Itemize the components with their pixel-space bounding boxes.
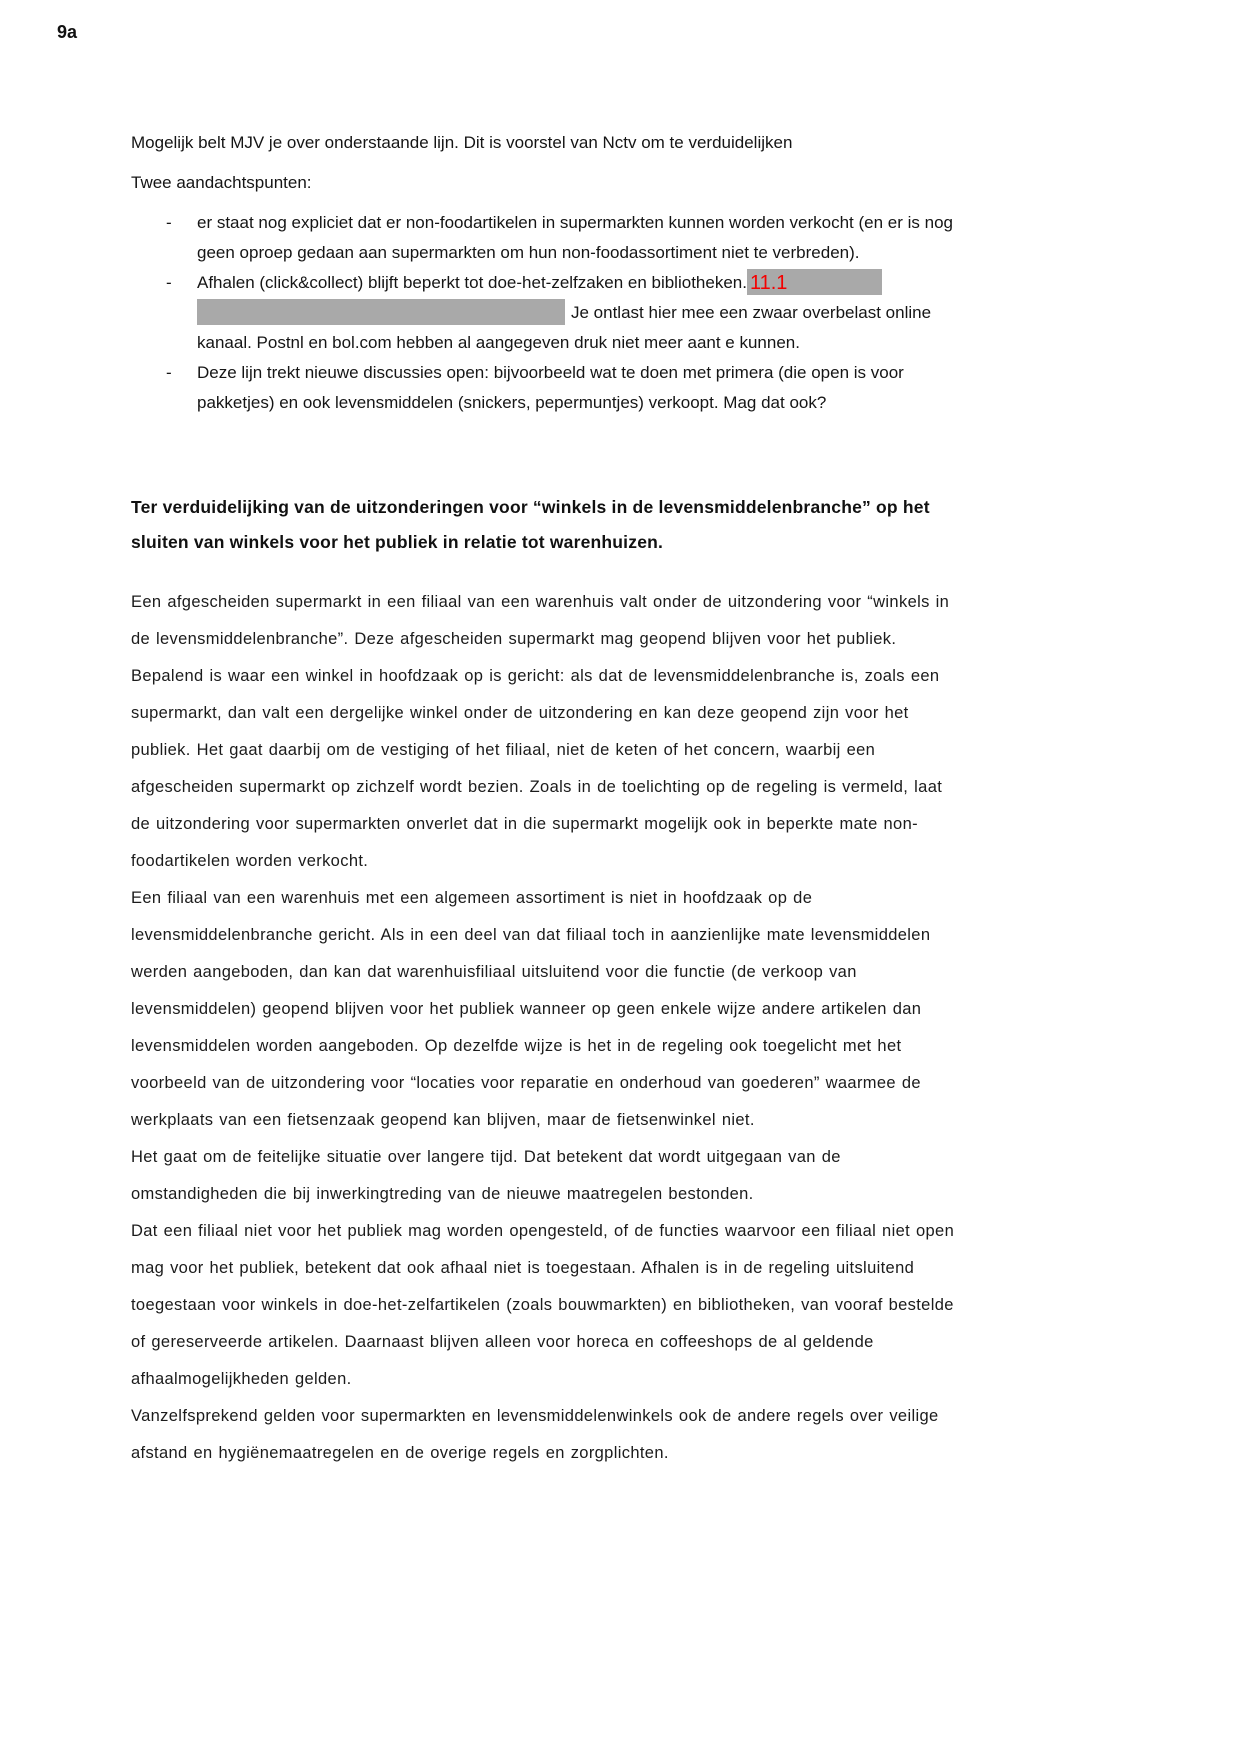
list-item <box>166 208 964 268</box>
bullet-text-discussies: Deze lijn trekt nieuwe discussies open: bijvoorbeeld wat te doen met primera (die open is voor pakketjes) en ook levensmiddelen (snickers, pepermuntjes) verkoopt. Mag dat ook? <box>197 363 904 412</box>
bullet-marker: - <box>166 213 172 232</box>
bullet-marker: - <box>166 273 172 292</box>
list-item <box>166 268 964 358</box>
bullet-text-afhalen <box>197 268 964 358</box>
intro-paragraph: Mogelijk belt MJV je over onderstaande lijn. Dit is voorstel van Nctv om te verduidelijken <box>131 133 793 152</box>
body-paragraph-overige-regels: Vanzelfsprekend gelden voor supermarkten en levensmiddelenwinkels ook de andere regels over veilige afstand en hygiënemaatregelen en de overige regels en zorgplichten. <box>131 1407 939 1462</box>
redaction-code-label: 11.1 <box>749 271 788 294</box>
redaction-bar <box>747 269 882 295</box>
body-paragraph-afhaal-regels: Dat een filiaal niet voor het publiek mag worden opengesteld, of de functies waarvoor een filiaal niet open mag voor het publiek, betekent dat ook afhaal niet is toegestaan. Afhalen is in de regeling uitsluitend toegestaan voor winkels in doe-het-zelfartikelen (zoals bouwmarkten) en bibliotheken, van vooraf bestelde of gereserveerde artikelen. Daarnaast blijven alleen voor horeca en coffeeshops de al geldende afhaalmogelijkheden gelden. <box>131 1222 955 1388</box>
redaction-bar <box>197 299 565 325</box>
bullet-text-nonfood: er staat nog expliciet dat er non-foodartikelen in supermarkten kunnen worden verkocht (en er is nog geen oproep gedaan aan supermarkten om hun non-foodassortiment niet te verbreden). <box>197 213 953 262</box>
attention-points-label: Twee aandachtspunten: <box>131 173 312 192</box>
list-item <box>166 358 964 418</box>
body-text <box>131 584 964 1472</box>
body-paragraph-warenhuisfiliaal: Een filiaal van een warenhuis met een algemeen assortiment is niet in hoofdzaak op de levensmiddelenbranche gericht. Als in een deel van dat filiaal toch in aanzienlijke mate levensmiddelen werden aangeboden, dan kan dat warenhuisfiliaal uitsluitend voor die functie (de verkoop van levensmiddelen) geopend blijven voor het publiek wanneer op geen enkele wijze andere artikelen dan levensmiddelen worden aangeboden. Op dezelfde wijze is het in de regeling ook toegelicht met het voorbeeld van de uitzondering voor “locaties voor reparatie en onderhoud van goederen” waarmee de werkplaats van een fietsenzaak geopend kan blijven, maar de fietsenwinkel niet. <box>131 889 931 1129</box>
bullet-list <box>131 208 964 418</box>
section-heading: Ter verduidelijking van de uitzonderingen voor “winkels in de levensmiddelenbranche” op het sluiten van winkels voor het publiek in relatie tot warenhuizen. <box>131 497 930 552</box>
bullet-afhalen-after-redaction: Je ontlast hier mee een zwaar overbelast online kanaal. Postnl en bol.com hebben al aangegeven druk niet meer aant e kunnen. <box>197 303 932 352</box>
page-corner-label: 9a <box>57 22 78 42</box>
bullet-afhalen-before-redaction: Afhalen (click&collect) blijft beperkt tot doe-het-zelfzaken en bibliotheken. <box>197 273 747 292</box>
body-paragraph-feitelijke-situatie: Het gaat om de feitelijke situatie over langere tijd. Dat betekent dat wordt uitgegaan van de omstandigheden die bij inwerkingtreding van de nieuwe maatregelen bestonden. <box>131 1148 841 1203</box>
document-content <box>131 128 964 1472</box>
body-paragraph-supermarkt-uitzondering: Een afgescheiden supermarkt in een filiaal van een warenhuis valt onder de uitzondering voor “winkels in de levensmiddelenbranche”. Deze afgescheiden supermarkt mag geopend blijven voor het publiek. Bepalend is waar een winkel in hoofdzaak op is gericht: als dat de levensmiddelenbranche is, zoals een supermarkt, dan valt een dergelijke winkel onder de uitzondering en kan deze geopend zijn voor het publiek. Het gaat daarbij om de vestiging of het filiaal, niet de keten of het concern, waarbij een afgescheiden supermarkt op zichzelf wordt bezien. Zoals in de toelichting op de regeling is vermeld, laat de uitzondering voor supermarkten onverlet dat in die supermarkt mogelijk ook in beperkte mate non-foodartikelen worden verkocht. <box>131 593 950 870</box>
bullet-marker: - <box>166 363 172 382</box>
